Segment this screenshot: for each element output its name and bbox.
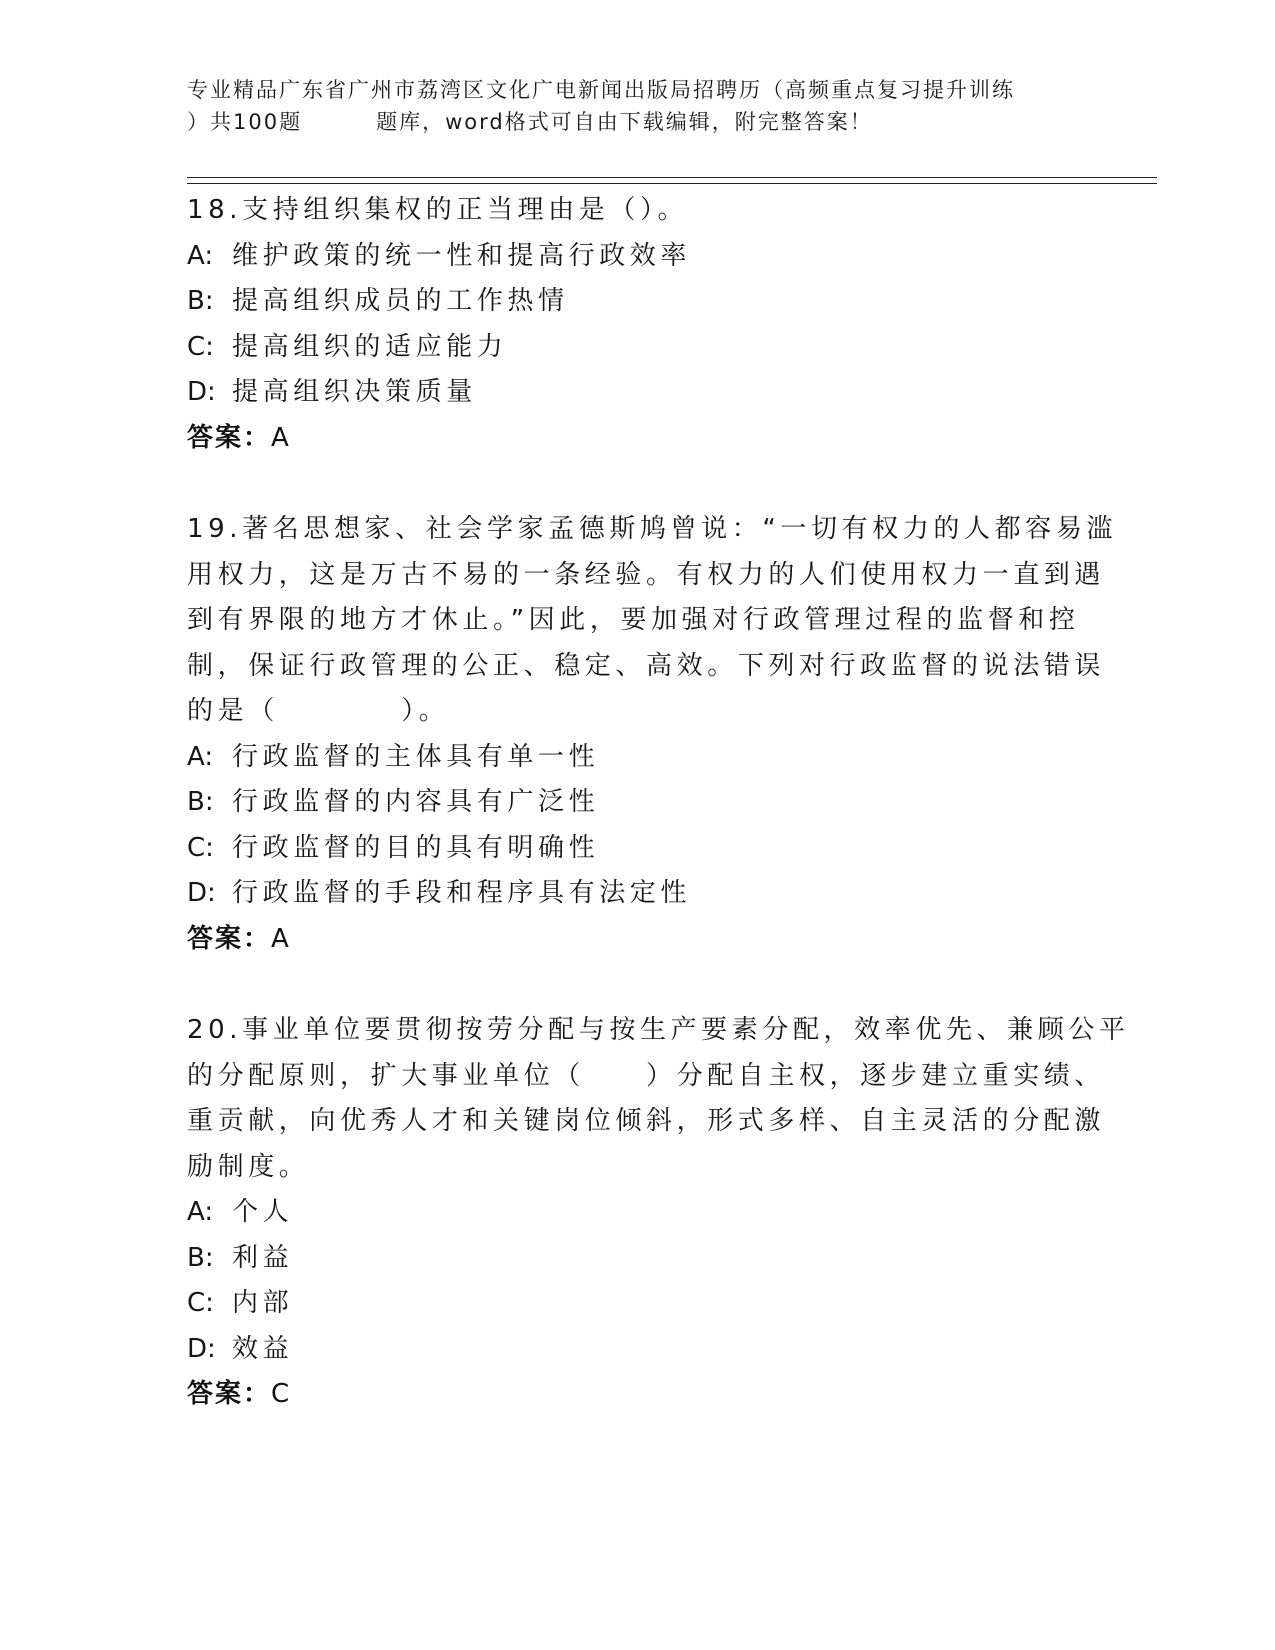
answer-label: 答案： [187, 923, 272, 954]
option-b [187, 780, 1087, 826]
header-divider-bottom [187, 183, 1157, 184]
option-text: 提高组织的适应能力 [232, 331, 508, 362]
option-text: 提高组织决策质量 [232, 377, 477, 407]
document-header [187, 74, 1087, 138]
option-text: 行政监督的目的具有明确性 [232, 832, 600, 863]
option-a [187, 735, 1087, 781]
option-b [187, 1236, 1087, 1282]
option-letter: A: [187, 240, 214, 271]
option-text: 内部 [232, 1288, 294, 1318]
header-line-2-part-b: 题库，word格式可自由下载编辑，附完整答案！ [376, 110, 873, 134]
option-letter: C: [187, 331, 214, 362]
option-letter: C: [187, 1288, 214, 1318]
question-19 [187, 507, 1118, 962]
stem-line: 的分配原则，扩大事业单位（ ）分配自主权，逐步建立重实绩、 [187, 1060, 1106, 1091]
option-d [187, 370, 1087, 416]
header-line-1: 专业精品广东省广州市荔湾区文化广电新闻出版局招聘历（高频重点复习提升训练 [187, 78, 1015, 102]
header-line-2-part-a: ）共100题 [187, 110, 303, 134]
option-c [187, 826, 1087, 872]
question-stem [187, 1008, 1130, 1190]
question-20 [187, 1008, 1130, 1418]
option-text: 行政监督的内容具有广泛性 [232, 787, 600, 817]
stem-line: 20.事业单位要贯彻按劳分配与按生产要素分配，效率优先、兼顾公平 [187, 1015, 1130, 1045]
option-letter: B: [187, 1242, 214, 1273]
answer-value: C [271, 1379, 290, 1409]
question-stem [187, 507, 1118, 735]
answer-value: A [271, 923, 289, 954]
question-stem [187, 188, 1087, 234]
option-letter: B: [187, 286, 214, 316]
option-text: 提高组织成员的工作热情 [232, 286, 569, 316]
stem-line: 励制度。 [187, 1151, 310, 1182]
option-d [187, 1327, 1087, 1373]
header-line-2 [187, 106, 1087, 138]
option-d [187, 871, 1087, 917]
stem-line: 19.著名思想家、社会学家孟德斯鸠曾说：“一切有权力的人都容易滥 [187, 514, 1118, 544]
option-letter: D: [187, 1333, 216, 1364]
option-c [187, 1281, 1087, 1327]
option-a [187, 234, 1087, 280]
header-divider-top [187, 177, 1157, 178]
answer-label: 答案： [187, 1379, 272, 1409]
option-text: 行政监督的主体具有单一性 [232, 741, 600, 772]
answer-label: 答案： [187, 422, 272, 453]
option-text: 利益 [232, 1242, 294, 1273]
questions-list [187, 188, 1130, 1464]
stem-line: 制，保证行政管理的公正、稳定、高效。下列对行政监督的说法错误 [187, 650, 1106, 681]
answer-line [187, 1372, 1087, 1418]
option-text: 行政监督的手段和程序具有法定性 [232, 878, 692, 908]
option-c [187, 325, 1087, 371]
option-letter: D: [187, 878, 216, 908]
option-letter: C: [187, 832, 214, 863]
stem-line: 到有界限的地方才休止。”因此，要加强对行政管理过程的监督和控 [187, 605, 1080, 635]
answer-value: A [271, 422, 289, 453]
option-letter: A: [187, 741, 214, 772]
option-letter: D: [187, 377, 216, 407]
option-text: 个人 [232, 1197, 294, 1227]
stem-line: 重贡献，向优秀人才和关键岗位倾斜，形式多样、自主灵活的分配激 [187, 1106, 1106, 1136]
stem-line: 的是（ ）。 [187, 696, 450, 726]
stem-line: 用权力，这是万古不易的一条经验。有权力的人们使用权力一直到遇 [187, 559, 1106, 590]
option-letter: B: [187, 787, 214, 817]
answer-line [187, 917, 1087, 963]
question-18 [187, 188, 1087, 461]
option-b [187, 279, 1087, 325]
option-letter: A: [187, 1197, 214, 1227]
option-text: 效益 [232, 1333, 294, 1364]
option-a [187, 1190, 1087, 1236]
option-text: 维护政策的统一性和提高行政效率 [232, 240, 692, 271]
answer-line [187, 416, 1087, 462]
stem-line: 18.支持组织集权的正当理由是（）。 [187, 195, 689, 225]
